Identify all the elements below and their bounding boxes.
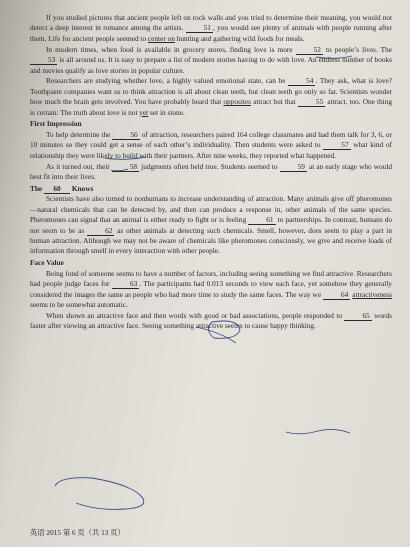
- text-run: to people’s lives. The: [322, 44, 392, 54]
- answer-blank-52: 52: [296, 46, 323, 55]
- answer-blank-58: 58: [112, 163, 139, 172]
- answer-blank-60: 60: [44, 185, 70, 194]
- text-run: Scientists have also turned to nonhumans to increase understanding of attraction. Many animals give off pheromones—natural chemicals that can be detected by, and then can produce a response in, other animals of the same species. Pheromones can signal that an animal is either ready to fight or is feeling: [30, 194, 392, 225]
- answer-blank-57: 57: [323, 141, 350, 150]
- answer-blank-62: 62: [87, 227, 114, 236]
- text-run: . They ask, what is love? Toothpaste companies want us to think attraction is all about clean teeth, but clean teeth go only so far. Scientists wonder how much the brain gets involved. You have probably heard that: [30, 76, 392, 107]
- text-run: In modern times, when food is available in grocery stores, finding love is more: [46, 44, 296, 54]
- passage-paragraph: [30, 162, 392, 183]
- pen-loop-happy-thinking: [55, 478, 144, 510]
- passage-paragraph: [30, 13, 392, 44]
- text-run: The: [30, 183, 44, 193]
- text-run: seems to be somewhat automatic.: [30, 299, 128, 309]
- pen-squiggle-attractiveness: [286, 429, 350, 433]
- answer-blank-56: 56: [112, 131, 139, 140]
- answer-blank-53: 53: [30, 56, 57, 65]
- answer-blank-54: 54: [288, 77, 315, 86]
- text-run: First Impression: [30, 119, 82, 129]
- answer-blank-61: 61: [248, 216, 275, 225]
- text-run: is all around us. It is easy to prepare a list of modern stories having to do with love. An endless number of books and movies qualify as love stories in popular culture.: [30, 55, 392, 75]
- page-footer: 英语 2015 第 6 页（共 13 页）: [30, 528, 125, 537]
- text-run: words faster after viewing an attractive face. Seeing something attractive seems to cause happy thinking.: [30, 310, 392, 331]
- underlined-word: opposites: [223, 97, 251, 107]
- text-run: attract, too. One thing is certain: The truth about love is not: [30, 97, 393, 117]
- text-run: judgments often held true. Students seemed to: [139, 161, 280, 171]
- passage: [30, 13, 392, 332]
- text-run: Being fond of someone seems to have a number of factors, including seeing something we find attractive. Researchers had people judge faces for: [30, 268, 392, 289]
- text-run: . The participants had 0.013 seconds to view each face, yet somehow they generally considered the images the same as people who had more time to study the same faces. The way we: [30, 279, 392, 299]
- text-run: If you studied pictures that ancient people left on rock walls and you tried to determine their meaning, you would not detect a deep interest in romance among the artists.: [30, 13, 392, 33]
- text-run: at an early stage who would best fit into their lives.: [30, 161, 392, 182]
- answer-blank-51: 51: [186, 24, 213, 33]
- answer-blank-55: 55: [298, 98, 325, 107]
- text-run: hunting and gathering wild foods for meals.: [174, 33, 305, 43]
- text-run: To help determine the: [46, 129, 113, 139]
- passage-paragraph: [30, 45, 392, 76]
- passage-paragraph: [30, 311, 392, 332]
- text-run: As it turned out, their: [46, 161, 112, 171]
- underlined-word: attractiveness: [352, 289, 392, 299]
- passage-paragraph: [30, 130, 392, 161]
- passage-paragraph: [30, 76, 392, 118]
- text-run: Knows: [70, 183, 94, 193]
- text-run: to partnerships. In contrast, humans do not seem to be as: [30, 215, 393, 235]
- text-run: Face Value: [30, 257, 64, 267]
- text-run: When shown an attractive face and then words with good or bad associations, people responded to: [46, 310, 345, 320]
- text-run: what kind of relationship they were likely to build with their partners. After nine weeks, they reported what happened.: [30, 140, 392, 160]
- section-heading: [30, 119, 392, 129]
- passage-paragraph: [30, 269, 392, 311]
- answer-blank-59: 59: [280, 163, 307, 172]
- section-heading: [30, 184, 392, 194]
- section-heading: [30, 258, 392, 268]
- text-run: as other animals at detecting such chemicals. Smell, however, does seem to play a part in human attraction. Although we may not be aware of chemicals like pheromones consciously, we give and receive loads of information through smell in every interaction with other people.: [30, 225, 392, 256]
- text-run: of attraction, researchers paired 164 college classmates and had them talk for 3, 6, or 10 minutes so they could get a sense of each other’s individuality. Then students were asked to: [30, 129, 392, 150]
- text-run: attract but that: [250, 97, 298, 107]
- answer-blank-63: 63: [112, 280, 139, 289]
- underlined-word: yet: [139, 107, 149, 117]
- underlined-word: center on: [147, 33, 175, 43]
- answer-blank-65: 65: [344, 312, 371, 321]
- passage-paragraph: [30, 194, 392, 256]
- text-run: , you would see plenty of animals with people running after them. Life for ancient people seemed to: [30, 23, 392, 43]
- answer-blank-64: 64: [323, 291, 350, 300]
- text-run: set in stone.: [148, 107, 185, 117]
- text-run: Researchers are studying whether love, a highly valued emotional state, can be: [46, 76, 289, 86]
